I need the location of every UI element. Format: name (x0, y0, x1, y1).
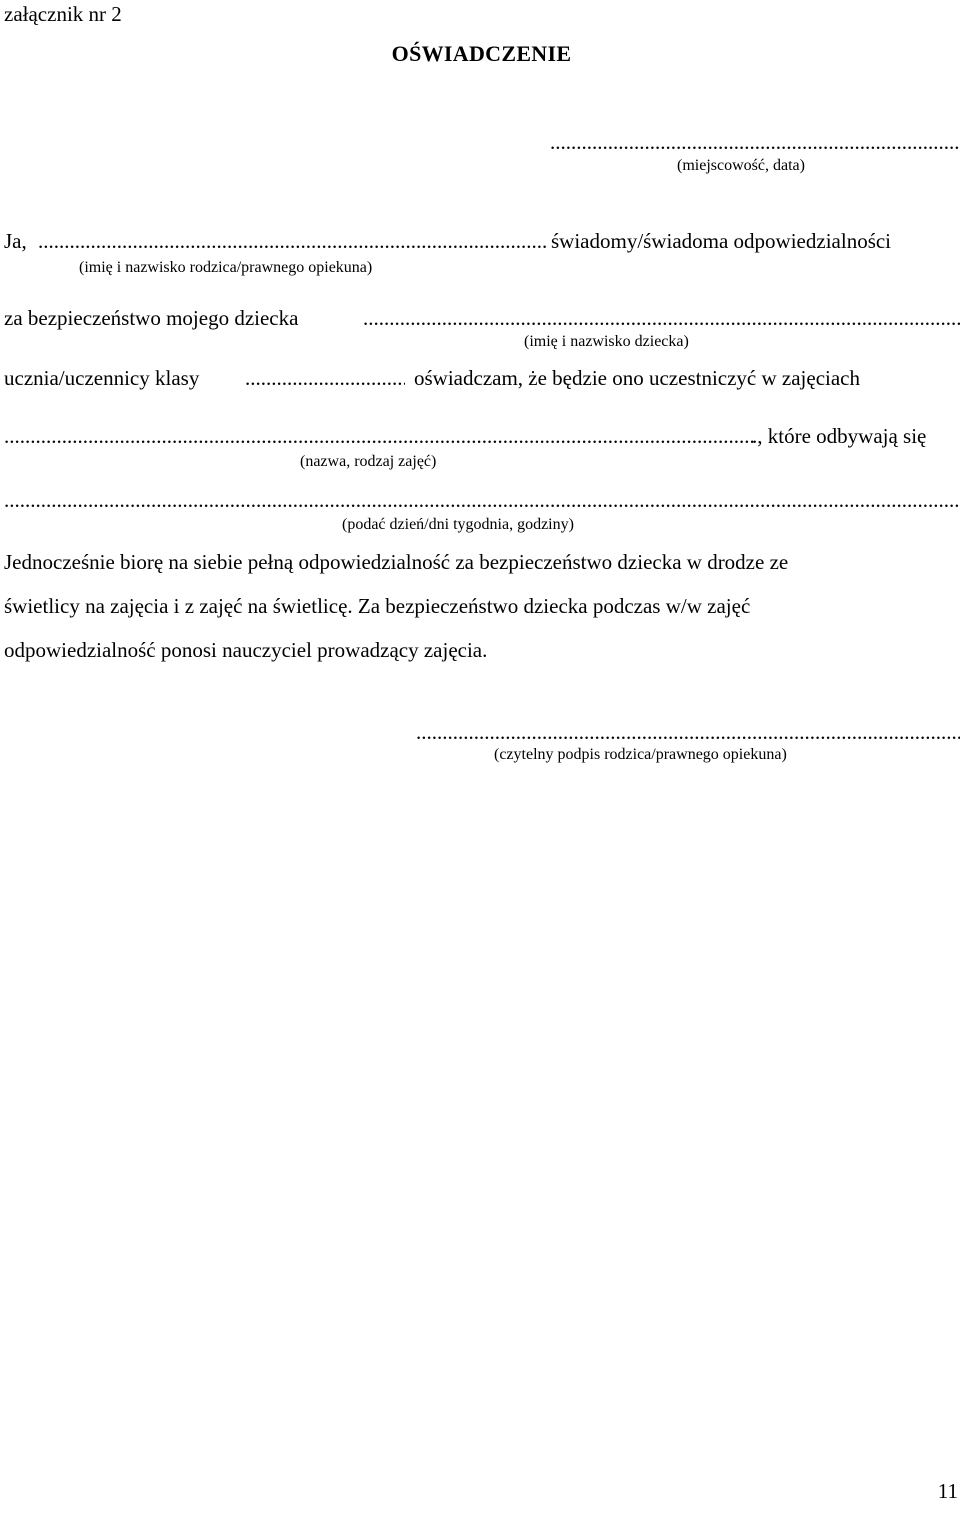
child-name-dotted-line (363, 306, 960, 331)
place-date-dotted-line (550, 130, 960, 155)
attachment-label: załącznik nr 2 (4, 2, 122, 26)
body-line-1: Jednocześnie biorę na siebie pełną odpowiedzialność za bezpieczeństwo dziecka w drodze ze (4, 550, 789, 574)
activity-line-suffix: ., które odbywają się (752, 424, 927, 448)
parent-line-suffix: świadomy/świadoma odpowiedzialności (551, 229, 892, 253)
class-line-suffix: oświadczam, że będzie ono uczestniczyć w zajęciach (414, 366, 861, 390)
child-line-prefix: za bezpieczeństwo mojego dziecka (4, 306, 299, 330)
activity-dotted-line (4, 424, 756, 449)
document-title: OŚWIADCZENIE (391, 41, 572, 66)
activity-field (4, 424, 756, 455)
parent-name-dotted-line (38, 229, 546, 254)
parent-line-prefix-group (4, 229, 27, 254)
child-name-caption: (imię i nazwisko dziecka) (524, 333, 689, 350)
parent-line-prefix: Ja, (4, 229, 27, 253)
parent-name-field (38, 229, 546, 260)
schedule-field (4, 488, 960, 519)
body-line-2: świetlicy na zajęcia i z zajęć na świetlicę. Za bezpieczeństwo dziecka podczas w/w zajęć (4, 594, 751, 618)
place-date-caption: (miejscowość, data) (677, 157, 805, 174)
page-number: 11 (937, 1479, 958, 1503)
schedule-caption: (podać dzień/dni tygodnia, godziny) (342, 516, 574, 533)
class-line-prefix: ucznia/uczennicy klasy (4, 366, 200, 390)
body-line-3: odpowiedzialność ponosi nauczyciel prowadzący zajęcia. (4, 638, 488, 662)
signature-dotted-line (416, 720, 960, 745)
schedule-dotted-line (4, 488, 960, 513)
parent-name-caption: (imię i nazwisko rodzica/prawnego opiekuna) (79, 259, 373, 276)
activity-caption: (nazwa, rodzaj zajęć) (300, 453, 437, 470)
signature-caption: (czytelny podpis rodzica/prawnego opiekuna) (494, 746, 787, 763)
class-field (245, 366, 405, 397)
class-dotted-line (245, 366, 405, 391)
